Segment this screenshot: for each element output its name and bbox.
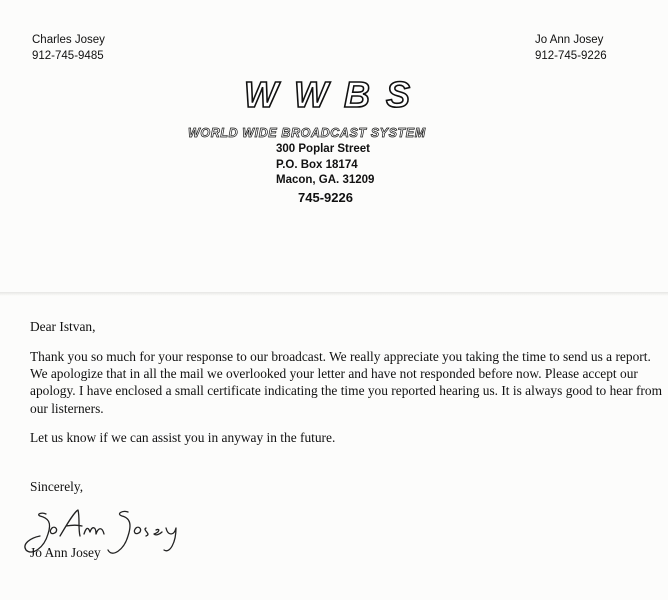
address-city: Macon, GA. 31209 xyxy=(276,174,375,186)
letter-paragraph-1: Thank you so much for your response to our broadcast. We really appreciate you taking the time to send us a report. We apologize that in all the mail we overlooked your letter and have not responded before now. Please accept our apology. I have enclosed a small certificate indicating the time you reported hearing us. It is always good to hear from our listerners. xyxy=(30,349,663,416)
address-phone: 745-9226 xyxy=(298,189,353,205)
letter-paragraph-2: Let us know if we can assist you in anyway in the future. xyxy=(30,430,336,445)
address-street: 300 Poplar Street xyxy=(276,143,370,155)
signer-name: Jo Ann Josey xyxy=(30,545,101,560)
contact-right-phone: 912-745-9226 xyxy=(535,50,607,62)
station-logo: WWBS xyxy=(244,74,426,115)
organization-name: WORLD WIDE BROADCAST SYSTEM xyxy=(188,126,426,140)
contact-left-name: Charles Josey xyxy=(32,34,105,46)
address-block xyxy=(276,142,374,205)
contact-left xyxy=(32,32,105,64)
contact-left-phone: 912-745-9485 xyxy=(32,50,104,62)
contact-right-name: Jo Ann Josey xyxy=(535,34,604,46)
letter-greeting: Dear Istvan, xyxy=(30,319,96,334)
paper-fold-line xyxy=(0,292,668,296)
contact-right xyxy=(535,32,607,64)
address-po-box: P.O. Box 18174 xyxy=(276,158,358,171)
letter-closing: Sincerely, xyxy=(30,479,84,494)
